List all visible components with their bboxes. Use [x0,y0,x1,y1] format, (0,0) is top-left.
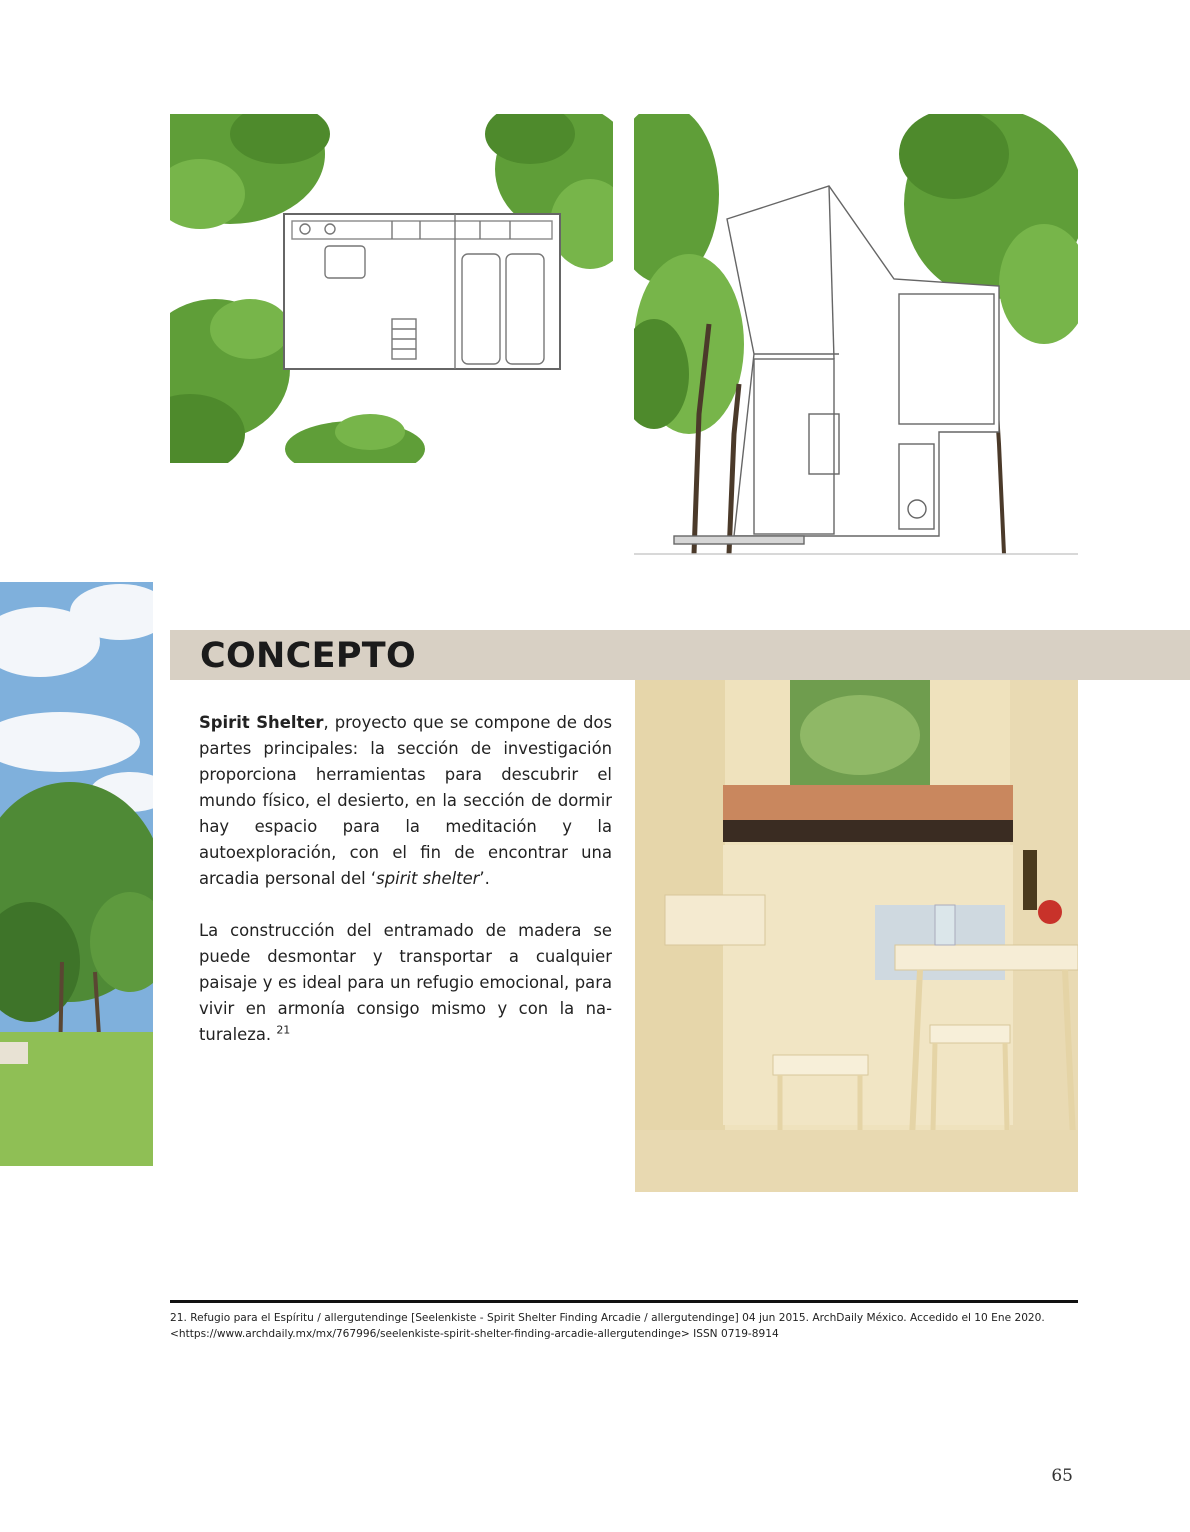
cabin-fragment [0,1042,28,1064]
stool-left [773,1055,868,1075]
flower-pot [1038,900,1062,924]
floor-plan-figure [170,114,613,463]
interior-photo [635,680,1078,1192]
bed-frame [723,820,1013,842]
table-top [895,945,1078,970]
project-name: Spirit Shelter [199,713,324,732]
wall-shelf [665,895,765,945]
section-drawing-figure [634,114,1078,557]
paragraph-1-end: ’. [479,869,490,888]
tree-left [634,114,744,554]
floor-plan-drawing [170,114,613,463]
wine-bottle [1023,850,1037,910]
body-text [199,710,612,1074]
footnote-reference[interactable]: 21 [276,1023,291,1037]
paragraph-2 [199,918,612,1048]
paragraph-1 [199,710,612,892]
bed-mattress [723,785,1013,825]
paragraph-1-italic: spirit shelter [376,869,480,888]
stool-right [930,1025,1010,1043]
tree-canopy-bottom-middle [285,414,425,463]
paragraph-1-text: , proyecto que se compone de dos partes principales: la sección de investigación proporciona herramientas para descubrir el mundo físico, el desierto, en la sección de dormir hay espacio para la meditación y la autoexploración, con el fin de encontrar una arcadia personal del ‘ [199,713,612,888]
shelter-floor-plan [284,214,560,369]
tree-canopy-top-left [170,114,330,229]
storage-wall [723,845,1013,1125]
section-heading: CONCEPTO [200,636,417,676]
footnote-rule [170,1300,1078,1303]
page-number: 65 [1051,1466,1073,1486]
exterior-photo [0,582,153,1166]
right-wall [1010,680,1078,1192]
footnote: 21. Refugio para el Espíritu / allergutendinge [Seelenkiste - Spirit Shelter Finding Arcadie / allergutendinge] 04 jun 2015. ArchDaily México. Accedido el 10 Ene 2020. <https://www.archdaily.mx/mx/767996/seelenkiste-spirit-shelter-finding-arcadie-allergutendinge> ISSN 0719-8914 [170,1312,1045,1340]
tree-canopy-bottom-left [170,299,290,463]
paragraph-2-text: La construcción del entramado de madera se puede desmontar y transportar a cualquier paisaje y es ideal para un refugio emocional, para vivir en armonía consigo mismo y con la naturaleza. [199,921,612,1044]
interior-scene [635,680,1078,1192]
floor [635,1130,1078,1192]
glass [935,905,955,945]
section-drawing [634,114,1078,557]
exterior-landscape [0,582,153,1166]
